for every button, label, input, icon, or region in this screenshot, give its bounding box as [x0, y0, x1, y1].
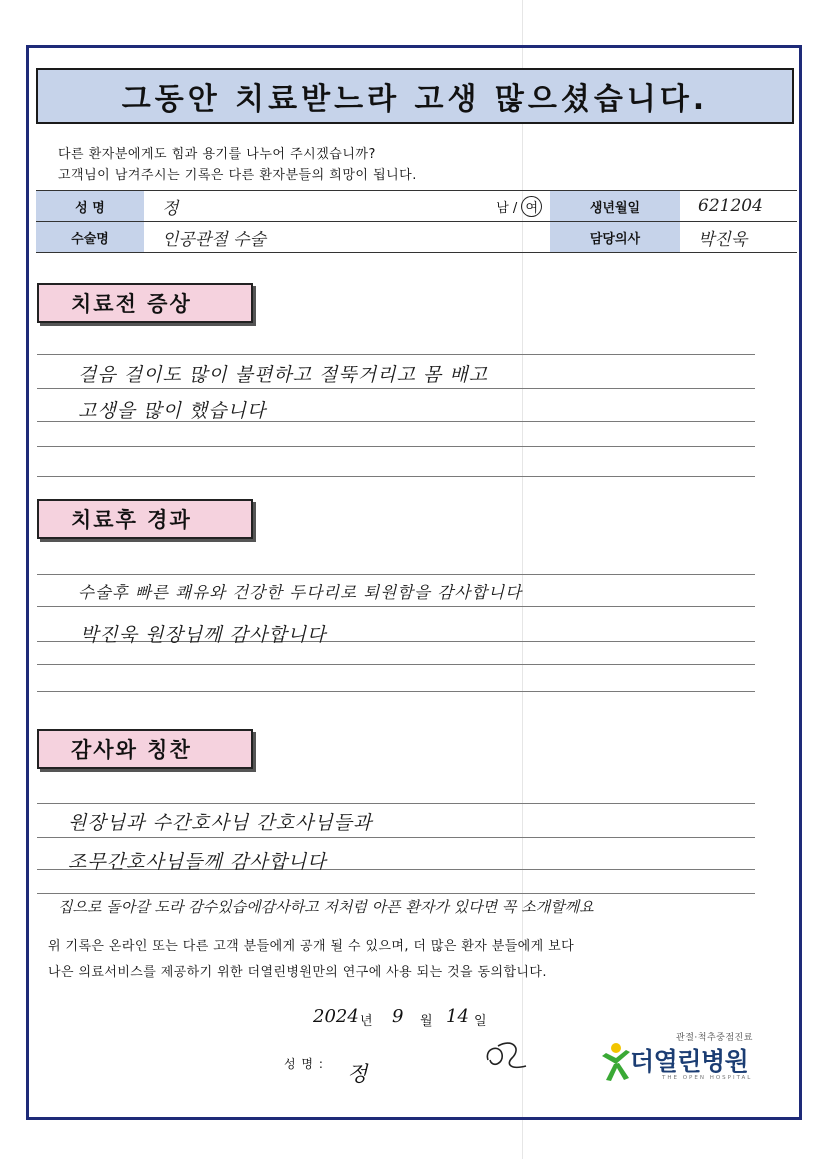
section-after-heading: 치료후 경과: [37, 499, 253, 539]
section-before-heading: 치료전 증상: [37, 283, 253, 323]
date-month: 9: [392, 1006, 404, 1027]
signature-mark: [482, 1040, 530, 1074]
name-label: 성 명: [36, 191, 144, 222]
before-text-line-1: 걸음 걸이도 많이 불편하고 절뚝거리고 몸 배고: [78, 364, 488, 386]
date-month-unit: 월: [420, 1014, 433, 1029]
thanks-text-line-1: 원장님과 수간호사님 간호사님들과: [68, 812, 373, 834]
rule-line: [37, 803, 755, 804]
rule-line: [37, 664, 755, 665]
before-text-line-2: 고생을 많이 했습니다: [78, 400, 267, 422]
thanks-text-line-3: 집으로 돌아갈 도라 감수있습에감사하고 저처럼 아픈 환자가 있다면 꼭 소개할께요: [58, 898, 594, 916]
rule-line: [37, 446, 755, 447]
intro-line-1: 다른 환자분에게도 힘과 용기를 나누어 주시겠습니까?: [58, 147, 376, 162]
date-year-unit: 년: [360, 1014, 373, 1029]
birth-label: 생년월일: [550, 191, 680, 222]
rule-line: [37, 837, 755, 838]
section-thanks-heading: 감사와 칭찬: [37, 729, 253, 769]
date-year: 2024: [313, 1006, 359, 1027]
logo-english: THE OPEN HOSPITAL: [662, 1075, 753, 1081]
doctor-value: 박진욱: [680, 222, 797, 253]
date-day: 14: [446, 1006, 469, 1027]
birth-value: 621204: [680, 191, 797, 222]
rule-line: [37, 691, 755, 692]
logo-subtitle: 관절·척추중점진료: [676, 1033, 753, 1043]
signature-label: 성 명 :: [284, 1057, 324, 1071]
form-title: 그동안 치료받느라 고생 많으셨습니다.: [36, 68, 794, 124]
hospital-logo: [600, 1028, 790, 1088]
gender-separator: /: [512, 200, 518, 216]
surgery-value: 인공관절 수술: [144, 222, 550, 253]
name-value: 정: [144, 191, 427, 222]
date-day-unit: 일: [474, 1014, 487, 1029]
logo-name: 더열린병원: [630, 1047, 749, 1076]
logo-figure-icon: [600, 1042, 632, 1082]
rule-line: [37, 354, 755, 355]
thanks-text-line-2: 조무간호사님들께 감사합니다: [68, 851, 327, 873]
rule-line: [37, 388, 755, 389]
gender-selector: [427, 191, 550, 222]
rule-line: [37, 476, 755, 477]
doctor-label: 담당의사: [550, 222, 680, 253]
gender-female-circled: 여: [521, 196, 542, 217]
after-text-line-1: 수술후 빠른 쾌유와 건강한 두다리로 퇴원함을 감사합니다: [78, 583, 523, 602]
gender-male: 남: [496, 200, 509, 216]
rule-line: [37, 893, 755, 894]
signature-name: 정: [347, 1062, 368, 1086]
consent-line-1: 위 기록은 온라인 또는 다른 고객 분들에게 공개 될 수 있으며, 더 많은 환자 분들에게 보다: [48, 939, 575, 954]
rule-line: [37, 574, 755, 575]
after-text-line-2: 박진욱 원장님께 감사합니다: [80, 624, 327, 646]
surgery-label: 수술명: [36, 222, 144, 253]
consent-line-2: 나은 의료서비스를 제공하기 위한 더열린병원만의 연구에 사용 되는 것을 동의합니다.: [48, 965, 547, 980]
rule-line: [37, 606, 755, 607]
intro-line-2: 고객님이 남겨주시는 기록은 다른 환자분들의 희망이 됩니다.: [58, 168, 417, 183]
patient-info-table: [36, 190, 797, 253]
